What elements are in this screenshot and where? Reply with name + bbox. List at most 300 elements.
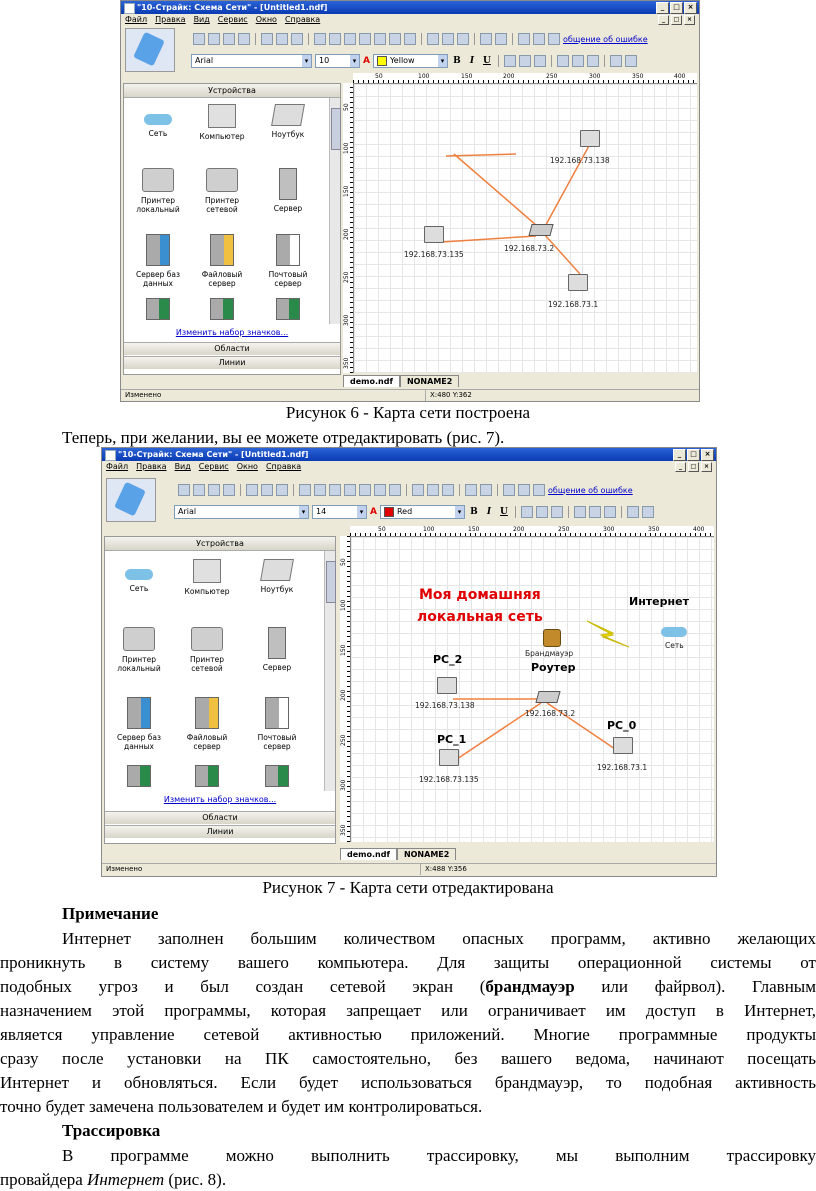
status-bar bbox=[102, 863, 716, 875]
device-label: Сервер bbox=[262, 663, 292, 672]
color-select[interactable] bbox=[380, 505, 465, 519]
feedback-link[interactable]: общение об ошибке bbox=[548, 485, 633, 495]
main-toolbar bbox=[193, 31, 648, 47]
toolbar-separator bbox=[255, 33, 256, 45]
link-lines bbox=[351, 537, 714, 842]
network-map-canvas[interactable] bbox=[354, 84, 697, 373]
font-name-value: Arial bbox=[178, 507, 197, 516]
report-icon[interactable] bbox=[518, 484, 530, 496]
device-network-printer[interactable] bbox=[177, 627, 237, 673]
italic-button[interactable]: I bbox=[486, 507, 492, 517]
cut-icon[interactable] bbox=[344, 33, 356, 45]
app-icon bbox=[124, 3, 135, 14]
mdi-minimize-button[interactable]: _ bbox=[658, 15, 669, 25]
menu-bar bbox=[121, 14, 699, 26]
device-network[interactable] bbox=[128, 104, 188, 138]
device-label: Файловый сервер bbox=[201, 270, 243, 288]
redo-icon[interactable] bbox=[314, 484, 326, 496]
device-web-server-2[interactable] bbox=[247, 765, 307, 791]
export-icon[interactable] bbox=[442, 484, 454, 496]
ruler-label: 250 bbox=[340, 734, 347, 746]
device-proxy-server[interactable] bbox=[192, 298, 252, 324]
section-areas[interactable]: Области bbox=[105, 811, 335, 824]
laptop-icon bbox=[260, 559, 294, 581]
font-color-icon[interactable]: A bbox=[370, 507, 377, 517]
file-server-icon bbox=[195, 697, 219, 729]
tab-demo[interactable]: demo.ndf bbox=[343, 375, 400, 387]
redo-icon[interactable] bbox=[329, 33, 341, 45]
change-icons-link-text: Изменить набор значков... bbox=[175, 328, 289, 337]
layout-icon[interactable] bbox=[276, 33, 288, 45]
proxy-server-icon bbox=[210, 298, 234, 320]
ruler-label: 200 bbox=[503, 73, 515, 80]
mdi-restore-button[interactable]: □ bbox=[688, 462, 699, 472]
toolbar-separator bbox=[515, 506, 516, 518]
device-web-server-2[interactable] bbox=[258, 298, 318, 324]
devices-panel-header[interactable]: Устройства bbox=[105, 537, 335, 551]
ruler-label: 350 bbox=[340, 824, 347, 836]
printer-icon bbox=[123, 627, 155, 651]
device-computer[interactable] bbox=[177, 559, 237, 596]
device-label: Сеть bbox=[129, 584, 149, 593]
server-icon bbox=[279, 168, 297, 200]
cloud-icon[interactable] bbox=[661, 627, 687, 637]
toolbar-separator bbox=[459, 484, 460, 496]
main-toolbar bbox=[178, 482, 633, 498]
ruler-label: 350 bbox=[648, 526, 660, 533]
properties-icon[interactable] bbox=[480, 484, 492, 496]
map-heading-line2[interactable]: локальная сеть bbox=[417, 609, 543, 625]
menu-bar bbox=[102, 461, 716, 473]
device-server[interactable] bbox=[258, 168, 318, 213]
device-server[interactable] bbox=[247, 627, 307, 672]
intro-line: Теперь, при желании, вы ее можете отредактировать (рис. 7). bbox=[62, 428, 505, 447]
ruler-label: 300 bbox=[589, 73, 601, 80]
devices-panel-header[interactable]: Устройства bbox=[124, 84, 340, 98]
align-left-icon[interactable] bbox=[504, 55, 516, 67]
app-icon bbox=[105, 450, 116, 461]
note-line: Интернет заполнен большим количеством опасных программ, активно желающих bbox=[62, 929, 816, 948]
toolbar-separator bbox=[604, 55, 605, 67]
ruler-label: 250 bbox=[343, 271, 350, 283]
device-label: Почтовый сервер bbox=[268, 270, 308, 288]
minimize-button[interactable]: _ bbox=[656, 2, 669, 14]
align-right-icon[interactable] bbox=[551, 506, 563, 518]
color-value: Red bbox=[396, 507, 413, 516]
ruler-label: 350 bbox=[632, 73, 644, 80]
font-color-icon[interactable]: A bbox=[363, 56, 370, 66]
print-icon[interactable] bbox=[223, 484, 235, 496]
router-label[interactable]: Роутер bbox=[531, 661, 576, 674]
brush-tool-button[interactable] bbox=[125, 28, 175, 72]
maximize-button[interactable]: □ bbox=[670, 2, 683, 14]
network-printer-icon bbox=[191, 627, 223, 651]
replace-icon[interactable] bbox=[389, 484, 401, 496]
note-line: назначением этой программы, которая запрещает или ограничивает им доступ в Интернет, bbox=[0, 1001, 816, 1020]
scan-icon[interactable] bbox=[442, 33, 454, 45]
valign-middle-icon[interactable] bbox=[572, 55, 584, 67]
device-label: Сервер bbox=[273, 204, 303, 213]
document-tabs bbox=[340, 848, 456, 860]
ruler-label: 100 bbox=[423, 526, 435, 533]
connect-icon[interactable] bbox=[427, 33, 439, 45]
close-button[interactable]: × bbox=[684, 2, 697, 14]
device-label: Принтер локальный bbox=[136, 196, 180, 214]
cloud-icon bbox=[125, 569, 153, 580]
note-line-part: подобных угроз и был создан сетевой экран ( bbox=[0, 977, 486, 996]
undo-icon[interactable] bbox=[299, 484, 311, 496]
bold-button[interactable]: B bbox=[453, 56, 461, 66]
line-dash-icon[interactable] bbox=[625, 55, 637, 67]
scan-icon[interactable] bbox=[427, 484, 439, 496]
device-file-server[interactable] bbox=[192, 234, 252, 288]
font-size-select[interactable] bbox=[315, 54, 360, 68]
node-label-138: 192.168.73.138 bbox=[550, 156, 610, 165]
mdi-close-button[interactable]: × bbox=[701, 462, 712, 472]
firewall-icon[interactable] bbox=[543, 629, 561, 647]
connect-icon[interactable] bbox=[412, 484, 424, 496]
ruler-label: 400 bbox=[674, 73, 686, 80]
device-computer[interactable] bbox=[192, 104, 252, 141]
copy-icon[interactable] bbox=[359, 33, 371, 45]
server-icon bbox=[268, 627, 286, 659]
figure7-caption: Рисунок 7 - Карта сети отредактирована bbox=[262, 878, 554, 897]
node-label-2: 192.168.73.2 bbox=[525, 709, 576, 718]
line-style-icon[interactable] bbox=[627, 506, 639, 518]
menu-view[interactable]: Вид bbox=[174, 462, 191, 471]
status-text: Изменено bbox=[106, 865, 143, 873]
new-icon[interactable] bbox=[193, 33, 205, 45]
node-label-135: 192.168.73.135 bbox=[404, 250, 464, 259]
window-title: "10-Страйк: Схема Сети" - [Untitled1.ndf] bbox=[137, 3, 328, 12]
ruler-label: 200 bbox=[513, 526, 525, 533]
window-title: "10-Страйк: Схема Сети" - [Untitled1.ndf] bbox=[118, 450, 309, 459]
computer-icon bbox=[208, 104, 236, 128]
menu-window[interactable]: Окно bbox=[236, 462, 258, 471]
toolbar-separator bbox=[308, 33, 309, 45]
menu-edit[interactable]: Правка bbox=[155, 15, 186, 24]
node-label-135: 192.168.73.135 bbox=[419, 775, 479, 784]
feedback-link[interactable]: общение об ошибке bbox=[563, 34, 648, 44]
valign-middle-icon[interactable] bbox=[589, 506, 601, 518]
open-icon[interactable] bbox=[208, 33, 220, 45]
trace-line bbox=[0, 1169, 816, 1190]
internet-label[interactable]: Интернет bbox=[629, 595, 689, 608]
scrollbar-thumb[interactable] bbox=[331, 108, 341, 150]
pc1-label[interactable]: PC_1 bbox=[437, 733, 467, 746]
router-icon[interactable] bbox=[535, 691, 560, 703]
image-icon[interactable] bbox=[291, 33, 303, 45]
monitor-icon[interactable] bbox=[518, 33, 530, 45]
brush-icon bbox=[133, 32, 165, 67]
ruler-label: 200 bbox=[340, 689, 347, 701]
report-icon[interactable] bbox=[533, 33, 545, 45]
device-proxy-server[interactable] bbox=[177, 765, 237, 791]
figure6-screenshot bbox=[120, 0, 700, 402]
new-icon[interactable] bbox=[178, 484, 190, 496]
search-icon[interactable] bbox=[465, 484, 477, 496]
cut-icon[interactable] bbox=[329, 484, 341, 496]
net-label: Сеть bbox=[665, 641, 684, 650]
grid-icon[interactable] bbox=[261, 33, 273, 45]
devices-panel bbox=[104, 536, 336, 844]
ruler-label: 50 bbox=[375, 73, 383, 80]
device-local-printer[interactable] bbox=[128, 168, 188, 214]
node-label-138: 192.168.73.138 bbox=[415, 701, 475, 710]
computer-icon bbox=[193, 559, 221, 583]
monitor-icon[interactable] bbox=[503, 484, 515, 496]
mdi-minimize-button[interactable]: _ bbox=[675, 462, 686, 472]
font-name-select[interactable] bbox=[174, 505, 309, 519]
valign-top-icon[interactable] bbox=[557, 55, 569, 67]
section-areas[interactable]: Области bbox=[124, 342, 340, 355]
trace-line-part: (рис. 8). bbox=[164, 1170, 227, 1189]
font-name-value: Arial bbox=[195, 56, 214, 65]
device-label: Ноутбук bbox=[271, 130, 305, 139]
window-titlebar bbox=[121, 1, 699, 14]
align-center-icon[interactable] bbox=[519, 55, 531, 67]
copy-icon[interactable] bbox=[344, 484, 356, 496]
status-text: Изменено bbox=[125, 391, 162, 399]
underline-button[interactable]: U bbox=[483, 56, 491, 66]
ruler-label: 50 bbox=[343, 103, 350, 111]
node-label-1: 192.168.73.1 bbox=[548, 300, 599, 309]
save-icon[interactable] bbox=[208, 484, 220, 496]
ruler-label: 100 bbox=[340, 599, 347, 611]
note-line-part: или файрвол). Главным bbox=[574, 977, 816, 996]
database-server-icon bbox=[146, 234, 170, 266]
format-toolbar bbox=[191, 53, 637, 69]
devices-scrollbar[interactable] bbox=[329, 98, 340, 324]
mail-server-icon bbox=[265, 697, 289, 729]
toolbar-separator bbox=[497, 484, 498, 496]
undo-icon[interactable] bbox=[314, 33, 326, 45]
mail-server-icon bbox=[276, 234, 300, 266]
section-lines[interactable]: Линии bbox=[105, 825, 335, 838]
ruler-label: 300 bbox=[603, 526, 615, 533]
section-lines[interactable]: Линии bbox=[124, 356, 340, 369]
valign-top-icon[interactable] bbox=[574, 506, 586, 518]
laptop-icon bbox=[271, 104, 305, 126]
font-size-value: 14 bbox=[316, 507, 327, 516]
menu-help[interactable]: Справка bbox=[265, 462, 302, 471]
horizontal-ruler bbox=[353, 73, 697, 84]
database-server-icon bbox=[127, 697, 151, 729]
toolbar-separator bbox=[240, 484, 241, 496]
trace-line-part: провайдера bbox=[0, 1170, 88, 1189]
paste-icon[interactable] bbox=[374, 33, 386, 45]
note-line: точно будет замечена пользователем и будет им контролироваться. bbox=[0, 1097, 483, 1116]
find-icon[interactable] bbox=[374, 484, 386, 496]
search-icon[interactable] bbox=[480, 33, 492, 45]
tab-demo[interactable]: demo.ndf bbox=[340, 848, 397, 860]
ruler-label: 150 bbox=[343, 185, 350, 197]
menu-service[interactable]: Сервис bbox=[217, 15, 248, 24]
network-printer-icon bbox=[206, 168, 238, 192]
devices-scrollbar[interactable] bbox=[324, 551, 335, 791]
ruler-label: 300 bbox=[340, 779, 347, 791]
network-map-canvas[interactable] bbox=[351, 537, 714, 842]
window-titlebar bbox=[102, 448, 716, 461]
device-db-server[interactable] bbox=[128, 234, 188, 288]
horizontal-ruler bbox=[350, 526, 714, 537]
line-dash-icon[interactable] bbox=[642, 506, 654, 518]
device-db-server[interactable] bbox=[109, 697, 169, 751]
ruler-label: 400 bbox=[693, 526, 705, 533]
paste-icon[interactable] bbox=[359, 484, 371, 496]
ruler-label: 50 bbox=[340, 558, 347, 566]
menu-window[interactable]: Окно bbox=[255, 15, 277, 24]
computer-icon[interactable] bbox=[568, 274, 588, 291]
open-icon[interactable] bbox=[193, 484, 205, 496]
bold-button[interactable]: B bbox=[470, 507, 478, 517]
device-web-server[interactable] bbox=[109, 765, 169, 791]
link-line bbox=[544, 234, 580, 274]
computer-icon[interactable] bbox=[424, 226, 444, 243]
router-icon[interactable] bbox=[528, 224, 553, 236]
valign-bottom-icon[interactable] bbox=[604, 506, 616, 518]
device-network-printer[interactable] bbox=[192, 168, 252, 214]
note-bold-term: брандмауэр bbox=[485, 977, 575, 996]
align-right-icon[interactable] bbox=[534, 55, 546, 67]
ruler-label: 150 bbox=[468, 526, 480, 533]
device-label: Принтер сетевой bbox=[190, 655, 224, 673]
font-name-select[interactable] bbox=[191, 54, 312, 68]
device-mail-server[interactable] bbox=[247, 697, 307, 751]
device-label: Сервер баз данных bbox=[116, 733, 161, 751]
line-style-icon[interactable] bbox=[610, 55, 622, 67]
italic-button[interactable]: I bbox=[469, 56, 475, 66]
lightning-icon bbox=[587, 621, 629, 647]
color-select[interactable] bbox=[373, 54, 448, 68]
device-label: Принтер локальный bbox=[117, 655, 161, 673]
save-icon[interactable] bbox=[223, 33, 235, 45]
pc0-label[interactable]: PC_0 bbox=[607, 719, 637, 732]
device-file-server[interactable] bbox=[177, 697, 237, 751]
valign-bottom-icon[interactable] bbox=[587, 55, 599, 67]
menu-edit[interactable]: Правка bbox=[136, 462, 167, 471]
link-line bbox=[454, 154, 544, 232]
device-label: Компьютер bbox=[184, 587, 230, 596]
ruler-label: 100 bbox=[418, 73, 430, 80]
mdi-restore-button[interactable]: □ bbox=[671, 15, 682, 25]
format-toolbar bbox=[174, 504, 654, 520]
cursor-coords: X:488 Y:356 bbox=[420, 864, 467, 875]
ruler-label: 150 bbox=[461, 73, 473, 80]
web-server-icon bbox=[276, 298, 300, 320]
maximize-button[interactable]: □ bbox=[687, 449, 700, 461]
minimize-button[interactable]: _ bbox=[673, 449, 686, 461]
menu-view[interactable]: Вид bbox=[193, 15, 210, 24]
pc2-label[interactable]: PC_2 bbox=[433, 653, 463, 666]
vertical-ruler bbox=[340, 536, 351, 842]
gear-icon[interactable] bbox=[548, 33, 560, 45]
computer-icon[interactable] bbox=[437, 677, 457, 694]
device-mail-server[interactable] bbox=[258, 234, 318, 288]
gear-icon[interactable] bbox=[533, 484, 545, 496]
align-center-icon[interactable] bbox=[536, 506, 548, 518]
proxy-server-icon bbox=[195, 765, 219, 787]
layout-icon[interactable] bbox=[261, 484, 273, 496]
device-label: Файловый сервер bbox=[186, 733, 228, 751]
ruler-label: 50 bbox=[378, 526, 386, 533]
find-icon[interactable] bbox=[389, 33, 401, 45]
device-label: Компьютер bbox=[199, 132, 245, 141]
device-web-server[interactable] bbox=[128, 298, 188, 324]
device-local-printer[interactable] bbox=[109, 627, 169, 673]
computer-icon[interactable] bbox=[613, 737, 633, 754]
cursor-coords: X:480 Y:362 bbox=[425, 390, 472, 401]
grid-icon[interactable] bbox=[246, 484, 258, 496]
device-laptop[interactable] bbox=[258, 104, 318, 139]
ruler-label: 250 bbox=[558, 526, 570, 533]
device-label: Сеть bbox=[148, 129, 168, 138]
file-server-icon bbox=[210, 234, 234, 266]
image-icon[interactable] bbox=[276, 484, 288, 496]
toolbar-separator bbox=[421, 33, 422, 45]
status-bar bbox=[121, 389, 699, 401]
figure6-caption: Рисунок 6 - Карта сети построена bbox=[285, 403, 531, 422]
underline-button[interactable]: U bbox=[500, 507, 508, 517]
mdi-close-button[interactable]: × bbox=[684, 15, 695, 25]
close-button[interactable]: × bbox=[701, 449, 714, 461]
ruler-label: 250 bbox=[546, 73, 558, 80]
color-swatch bbox=[384, 507, 394, 517]
export-icon[interactable] bbox=[457, 33, 469, 45]
toolbar-separator bbox=[512, 33, 513, 45]
change-icons-link[interactable] bbox=[124, 328, 340, 337]
vertical-ruler bbox=[343, 83, 354, 373]
properties-icon[interactable] bbox=[495, 33, 507, 45]
computer-icon[interactable] bbox=[439, 749, 459, 766]
figure7-screenshot bbox=[101, 447, 717, 877]
device-label: Почтовый сервер bbox=[257, 733, 297, 751]
device-laptop[interactable] bbox=[247, 559, 307, 594]
font-size-select[interactable] bbox=[312, 505, 367, 519]
menu-file[interactable]: Файл bbox=[106, 462, 129, 471]
note-line bbox=[0, 976, 816, 997]
scrollbar-thumb[interactable] bbox=[326, 561, 336, 603]
toolbar-separator bbox=[474, 33, 475, 45]
trace-line: В программе можно выполнить трассировку, мы выполним трассировку bbox=[62, 1146, 816, 1165]
device-network[interactable] bbox=[109, 559, 169, 593]
toolbar-separator bbox=[568, 506, 569, 518]
brush-tool-button[interactable] bbox=[106, 478, 156, 522]
menu-help[interactable]: Справка bbox=[284, 15, 321, 24]
menu-file[interactable]: Файл bbox=[125, 15, 148, 24]
align-left-icon[interactable] bbox=[521, 506, 533, 518]
firewall-label: Брандмауэр bbox=[525, 649, 574, 658]
web-server-icon bbox=[146, 298, 170, 320]
tab-noname2[interactable]: NONAME2 bbox=[400, 375, 459, 387]
print-icon[interactable] bbox=[238, 33, 250, 45]
note-line: сразу после установки на ПК самостоятельно, без вашего ведома, начинают посещать bbox=[0, 1049, 816, 1068]
node-label-2: 192.168.73.2 bbox=[504, 244, 555, 253]
web-server-icon bbox=[127, 765, 151, 787]
ruler-label: 300 bbox=[343, 314, 350, 326]
note-line: является управление сетевой активностью приложений. Многие программные продукты bbox=[0, 1025, 816, 1044]
font-size-value: 10 bbox=[319, 56, 330, 65]
replace-icon[interactable] bbox=[404, 33, 416, 45]
ruler-label: 100 bbox=[343, 142, 350, 154]
map-heading-line1[interactable]: Моя домашняя bbox=[419, 587, 541, 603]
menu-service[interactable]: Сервис bbox=[198, 462, 229, 471]
ruler-label: 200 bbox=[343, 228, 350, 240]
color-value: Yellow bbox=[389, 56, 415, 65]
tab-noname2[interactable]: NONAME2 bbox=[397, 848, 456, 860]
change-icons-link[interactable] bbox=[105, 795, 335, 804]
computer-icon[interactable] bbox=[580, 130, 600, 147]
